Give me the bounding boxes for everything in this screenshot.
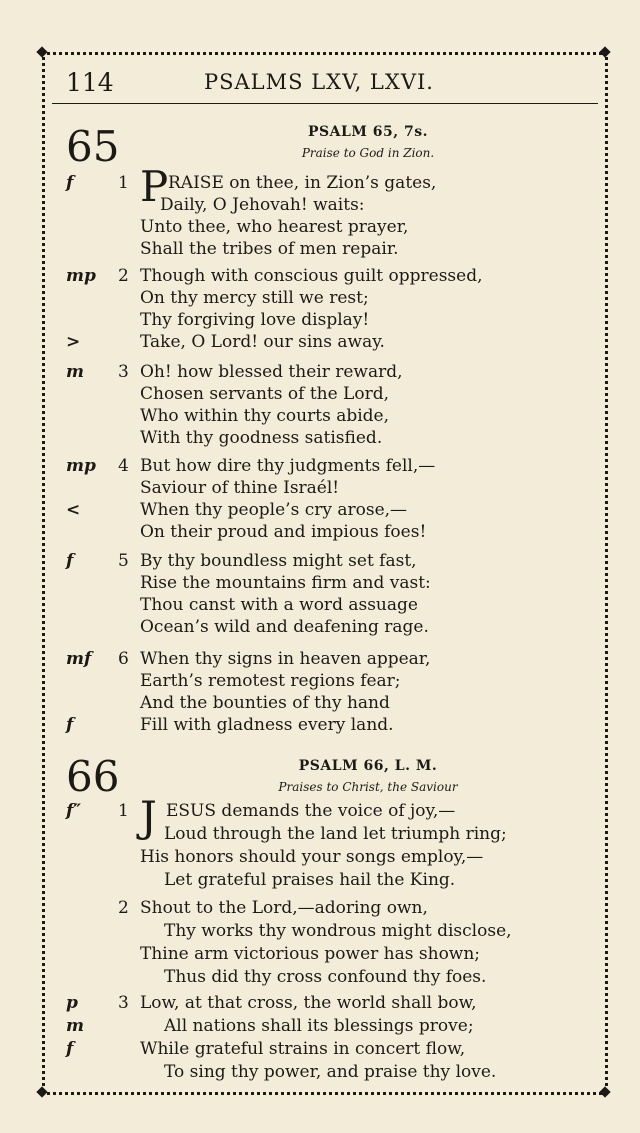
verse-line: [0, 455, 600, 477]
verse-text: Thy works thy wondrous might disclose,: [164, 921, 512, 941]
verse-text: Fill with gladness every land.: [140, 715, 394, 735]
corner-ornament-icon: [36, 46, 47, 57]
verse-line: [0, 616, 600, 638]
verse-text: Take, O Lord! our sins away.: [140, 332, 385, 352]
dynamics-mark: f: [66, 173, 74, 193]
verse-text: Thine arm victorious power has shown;: [140, 944, 481, 964]
verse-line: [0, 1015, 600, 1037]
verse-line: [0, 992, 600, 1014]
verse-text: While grateful strains in concert flow,: [140, 1039, 466, 1059]
verse-text: Who within thy courts abide,: [140, 406, 389, 426]
corner-ornament-icon: [36, 1086, 47, 1097]
psalm-number: 66: [66, 752, 120, 801]
verse-line: [0, 477, 600, 499]
verse-line: [0, 309, 600, 331]
verse-text: Rise the mountains firm and vast:: [140, 573, 431, 593]
dynamics-mark: <: [66, 500, 81, 520]
verse-line: [0, 943, 600, 965]
dynamics-mark: m: [66, 362, 84, 382]
dynamics-mark: mp: [66, 456, 96, 476]
verse-text: When thy signs in heaven appear,: [140, 649, 431, 669]
verse-line: [0, 648, 600, 670]
header-divider: [52, 103, 598, 104]
dynamics-mark: mp: [66, 266, 96, 286]
verse-text: RAISE on thee, in Zion’s gates,: [168, 173, 437, 193]
psalm-title: PSALM 65, 7s.: [308, 124, 428, 140]
verse-line: [0, 572, 600, 594]
verse-line: [0, 361, 600, 383]
verse-text: Unto thee, who hearest prayer,: [140, 217, 409, 237]
stanza-number: 3: [118, 362, 129, 382]
verse-line: [0, 920, 600, 942]
stanza-number: 1: [118, 801, 129, 821]
verse-line: [0, 823, 600, 845]
drop-cap: J: [140, 792, 157, 841]
verse-text: Shout to the Lord,—adoring own,: [140, 898, 428, 918]
dynamics-mark: m: [66, 1016, 84, 1036]
verse-text: Daily, O Jehovah! waits:: [160, 195, 365, 215]
verse-line: [0, 427, 600, 449]
verse-text: Loud through the land let triumph ring;: [164, 824, 507, 844]
psalm-number: 65: [66, 122, 120, 171]
verse-line: [0, 1061, 600, 1083]
verse-line: [0, 194, 600, 216]
corner-ornament-icon: [599, 1086, 610, 1097]
verse-line: [0, 670, 600, 692]
dynamics-mark: >: [66, 332, 81, 352]
verse-line: [0, 800, 600, 822]
verse-text: Shall the tribes of men repair.: [140, 239, 399, 259]
verse-line: [0, 238, 600, 260]
running-title: PSALMS LXV, LXVI.: [204, 70, 434, 94]
dynamics-mark: f: [66, 715, 74, 735]
drop-cap: P: [140, 162, 169, 211]
dynamics-mark: f: [66, 1039, 74, 1059]
verse-text: Let grateful praises hail the King.: [164, 870, 456, 890]
verse-text: On their proud and impious foes!: [140, 522, 427, 542]
verse-text: All nations shall its blessings prove;: [164, 1016, 474, 1036]
dynamics-mark: f: [66, 551, 74, 571]
verse-line: [0, 846, 600, 868]
verse-line: [0, 714, 600, 736]
verse-line: [0, 521, 600, 543]
verse-line: [0, 265, 600, 287]
psalm-subtitle: Praises to Christ, the Saviour: [278, 780, 458, 794]
dynamics-mark: f″: [66, 801, 81, 821]
verse-text: By thy boundless might set fast,: [140, 551, 417, 571]
psalm-subtitle: Praise to God in Zion.: [301, 146, 435, 160]
verse-line: [0, 331, 600, 353]
verse-text: When thy people’s cry arose,—: [140, 500, 408, 520]
verse-text: ESUS demands the voice of joy,—: [166, 801, 456, 821]
verse-line: [0, 172, 600, 194]
verse-text: Chosen servants of the Lord,: [140, 384, 389, 404]
psalm-title: PSALM 66, L. M.: [298, 758, 438, 774]
stanza-number: 3: [118, 993, 129, 1013]
verse-line: [0, 1038, 600, 1060]
ornamental-border-bottom: [42, 1092, 608, 1095]
verse-line: [0, 869, 600, 891]
stanza-number: 5: [118, 551, 129, 571]
verse-text: Thou canst with a word assuage: [140, 595, 418, 615]
verse-line: [0, 897, 600, 919]
stanza-number: 1: [118, 173, 129, 193]
verse-text: Saviour of thine Israél!: [140, 478, 340, 498]
verse-line: [0, 550, 600, 572]
verse-line: [0, 499, 600, 521]
stanza-number: 4: [118, 456, 129, 476]
verse-text: And the bounties of thy hand: [140, 693, 390, 713]
verse-text: On thy mercy still we rest;: [140, 288, 369, 308]
verse-text: Thy forgiving love display!: [140, 310, 370, 330]
verse-text: Though with conscious guilt oppressed,: [140, 266, 483, 286]
verse-text: Thus did thy cross confound thy foes.: [164, 967, 487, 987]
verse-text: With thy goodness satisfied.: [140, 428, 383, 448]
verse-line: [0, 216, 600, 238]
verse-line: [0, 692, 600, 714]
verse-text: Earth’s remotest regions fear;: [140, 671, 401, 691]
ornamental-border-right: [605, 52, 608, 1092]
verse-text: To sing thy power, and praise thy love.: [164, 1062, 497, 1082]
verse-text: Ocean’s wild and deafening rage.: [140, 617, 429, 637]
ornamental-border-top: [42, 52, 608, 55]
corner-ornament-icon: [599, 46, 610, 57]
verse-text: His honors should your songs employ,—: [140, 847, 484, 867]
dynamics-mark: p: [66, 993, 78, 1013]
verse-line: [0, 287, 600, 309]
verse-text: But how dire thy judgments fell,—: [140, 456, 436, 476]
stanza-number: 2: [118, 898, 129, 918]
verse-line: [0, 966, 600, 988]
verse-text: Low, at that cross, the world shall bow,: [140, 993, 477, 1013]
verse-text: Oh! how blessed their reward,: [140, 362, 403, 382]
verse-line: [0, 405, 600, 427]
page-number: 114: [66, 68, 114, 97]
verse-line: [0, 383, 600, 405]
stanza-number: 6: [118, 649, 129, 669]
dynamics-mark: mf: [66, 649, 92, 669]
verse-line: [0, 594, 600, 616]
stanza-number: 2: [118, 266, 129, 286]
